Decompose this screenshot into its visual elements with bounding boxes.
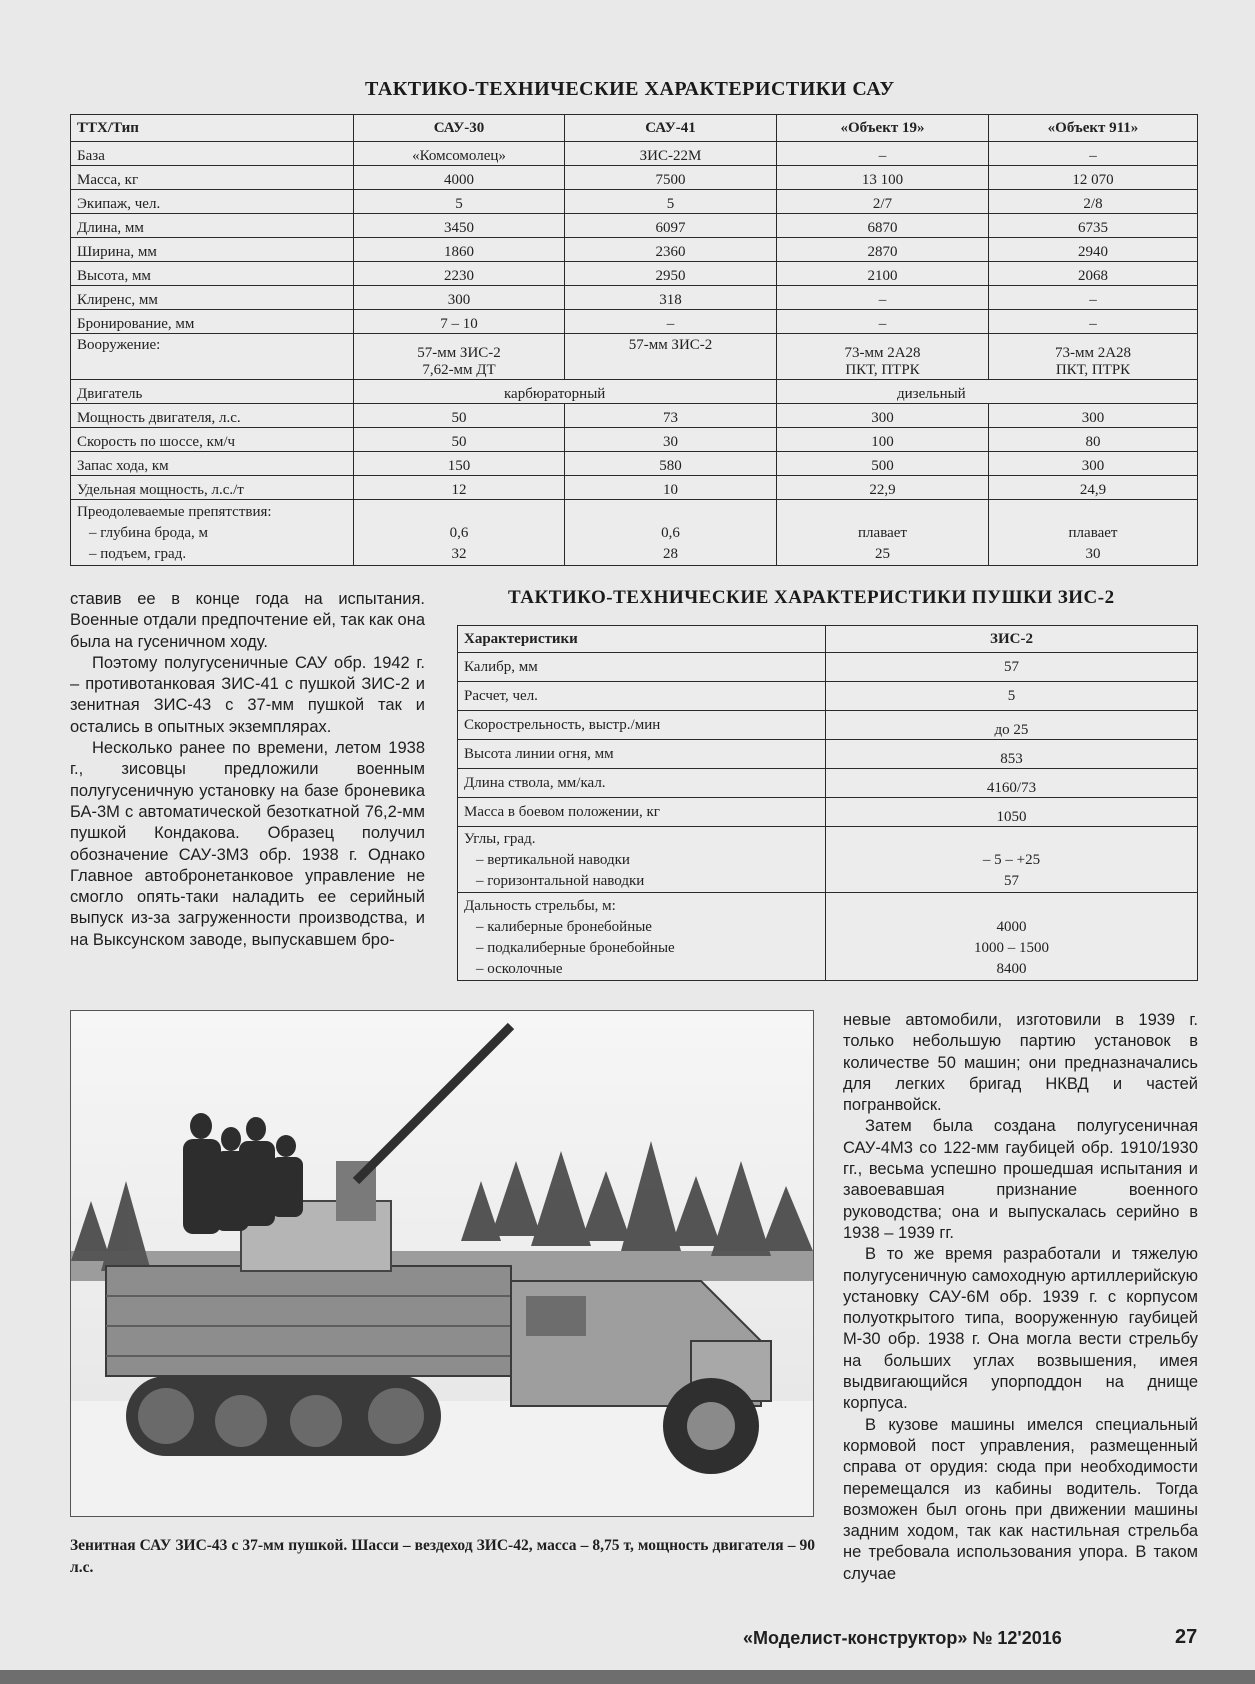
- row-label: Масса в боевом положении, кг: [458, 798, 826, 827]
- scan-edge: [0, 1670, 1255, 1684]
- cell: 1860: [354, 238, 565, 262]
- cell: 10: [565, 476, 777, 500]
- cell-line: 8400: [996, 961, 1027, 977]
- cell-line: 0,6: [449, 525, 469, 541]
- table-row: [71, 190, 1198, 214]
- obstacles-sub-label: – подъем, град.: [89, 546, 187, 562]
- table-row: [458, 740, 1198, 769]
- angles-label: Углы, град.: [464, 831, 536, 847]
- row-label: Скорострельность, выстр./мин: [458, 711, 826, 740]
- header-cell: «Объект 19»: [777, 115, 989, 142]
- paragraph: В кузове машины имелся специальный кормовой пост управления, размещенный справа от орудия: сюда при необходимости перемещался из кабины водитель. Тогда возможен был огонь при движении машины задним ходом, так как настильная стрельба не требовала использования упора. В таком случае: [843, 1415, 1198, 1583]
- cell-line: 73-мм 2А28: [844, 345, 921, 361]
- cell: 318: [565, 286, 777, 310]
- cell-line: 57-мм ЗИС-2: [417, 345, 501, 361]
- cell: 1050: [826, 798, 1198, 827]
- cell: –: [777, 286, 989, 310]
- cell: 4160/73: [826, 769, 1198, 798]
- range-sub-label: – подкалиберные бронебойные: [476, 940, 675, 956]
- cell: 50: [354, 428, 565, 452]
- cell: [989, 334, 1198, 380]
- zis-table-title: ТАКТИКО-ТЕХНИЧЕСКИЕ ХАРАКТЕРИСТИКИ ПУШКИ ЗИС-2: [508, 587, 1115, 608]
- cell-line: 25: [875, 546, 890, 562]
- cell: –: [565, 310, 777, 334]
- table-row: [71, 142, 1198, 166]
- obstacles-sub-label: – глубина брода, м: [89, 525, 209, 541]
- cell: [989, 500, 1198, 566]
- cell-line: ПКТ, ПТРК: [845, 362, 920, 378]
- cell: 4000: [354, 166, 565, 190]
- cell: дизельный: [777, 380, 1198, 404]
- table-row: [458, 769, 1198, 798]
- cell: 57: [826, 653, 1198, 682]
- cell-line: плавает: [1068, 525, 1118, 541]
- table-row: [71, 286, 1198, 310]
- cell: –: [989, 142, 1198, 166]
- vehicle-photo: [70, 1010, 814, 1517]
- cell: 12 070: [989, 166, 1198, 190]
- table-header-row: [458, 626, 1198, 653]
- cell: карбюраторный: [354, 380, 777, 404]
- header-cell: ТТХ/Тип: [71, 115, 354, 142]
- row-label: [458, 827, 826, 893]
- row-label: Запас хода, км: [71, 452, 354, 476]
- header-cell: «Объект 911»: [989, 115, 1198, 142]
- cell-line: 73-мм 2А28: [1054, 345, 1132, 361]
- cell-line: 32: [451, 546, 467, 562]
- cell: 13 100: [777, 166, 989, 190]
- table-row: [71, 428, 1198, 452]
- header-cell: САУ-41: [565, 115, 777, 142]
- zis-43-vehicle-image: [71, 1011, 813, 1516]
- table-row: [71, 404, 1198, 428]
- cell: [565, 500, 777, 566]
- cell: 2950: [565, 262, 777, 286]
- cell-line: 57: [1004, 873, 1019, 889]
- table-row: [458, 798, 1198, 827]
- cell: 300: [777, 404, 989, 428]
- header-cell: ЗИС-2: [826, 626, 1198, 653]
- cell-line: 4000: [996, 919, 1027, 935]
- cell: 2360: [565, 238, 777, 262]
- row-label: Высота линии огня, мм: [458, 740, 826, 769]
- row-label: Удельная мощность, л.с./т: [71, 476, 354, 500]
- paragraph: невые автомобили, изготовили в 1939 г. только небольшую партию установок в количестве 50 машин; они предназначались для легких бригад НКВД и частей погранвойск.: [843, 1011, 1198, 1115]
- cell: 580: [565, 452, 777, 476]
- cell-line: 28: [663, 546, 678, 562]
- cell: 30: [565, 428, 777, 452]
- cell: 2230: [354, 262, 565, 286]
- cell: [354, 500, 565, 566]
- row-label: Высота, мм: [71, 262, 354, 286]
- row-label: Вооружение:: [71, 334, 354, 380]
- cell-line: 0,6: [661, 525, 680, 541]
- left-column-text: [70, 589, 425, 951]
- paragraph: Несколько ранее по времени, летом 1938 г., зисовцы предложили военным полугусеничную установку на базе броневика БА-3М с автоматической безоткатной 76,2-мм пушкой Кондакова. Образец получил обозначение САУ-3М3 обр. 1938 г. Однако Главное автобронетанковое управление не смогло опять-таки наладить ее серийный выпуск из-за загруженности производства, и на Выксунском заводе, выпускавшем бро-: [70, 739, 425, 949]
- row-label: Расчет, чел.: [458, 682, 826, 711]
- table-header-row: [71, 115, 1198, 142]
- row-label: [458, 893, 826, 981]
- paragraph: В то же время разработали и тяжелую полугусеничную самоходную артиллерийскую установку САУ-6М обр. 1939 г. с корпусом полуоткрытого типа, вооруженную гаубицей М-30 обр. 1938 г. Она могла вести стрельбу на больших углах возвышения, имея выдвигающийся упорподдон на днище корпуса.: [843, 1245, 1198, 1413]
- zis-spec-table: [457, 625, 1198, 981]
- cell-line: – 5 – +25: [982, 852, 1041, 868]
- paragraph: Поэтому полугусеничные САУ обр. 1942 г. – противотанковая ЗИС-41 с пушкой ЗИС-2 и зенитная ЗИС-43 с 37-мм пушкой так и остались в опытных экземплярах.: [70, 653, 425, 736]
- cell: 6097: [565, 214, 777, 238]
- header-cell: САУ-30: [354, 115, 565, 142]
- range-sub-label: – калиберные бронебойные: [476, 919, 652, 935]
- cell: 150: [354, 452, 565, 476]
- table-row: [71, 214, 1198, 238]
- cell: 6735: [989, 214, 1198, 238]
- cell: 73: [565, 404, 777, 428]
- cell: 6870: [777, 214, 989, 238]
- cell: [354, 334, 565, 380]
- table-row: [71, 166, 1198, 190]
- cell: [777, 334, 989, 380]
- cell: 853: [826, 740, 1198, 769]
- row-label: Клиренс, мм: [71, 286, 354, 310]
- cell-line: 7,62-мм ДТ: [422, 362, 496, 378]
- header-cell: Характеристики: [458, 626, 826, 653]
- cell: 80: [989, 428, 1198, 452]
- row-label: [71, 500, 354, 566]
- cell: –: [777, 142, 989, 166]
- table-row: [458, 653, 1198, 682]
- cell: 2940: [989, 238, 1198, 262]
- row-label: База: [71, 142, 354, 166]
- cell: 57-мм ЗИС-2: [565, 334, 777, 380]
- right-column-text: [843, 1010, 1198, 1585]
- cell: 300: [354, 286, 565, 310]
- cell: «Комсомолец»: [354, 142, 565, 166]
- cell: 2/8: [989, 190, 1198, 214]
- row-label: Длина, мм: [71, 214, 354, 238]
- cell: 2870: [777, 238, 989, 262]
- table-row: [71, 500, 1198, 566]
- row-label: Бронирование, мм: [71, 310, 354, 334]
- cell: [777, 500, 989, 566]
- table-row: [71, 238, 1198, 262]
- table-row: [71, 452, 1198, 476]
- cell: 50: [354, 404, 565, 428]
- table-row: [458, 827, 1198, 893]
- cell: до 25: [826, 711, 1198, 740]
- cell: ЗИС-22М: [565, 142, 777, 166]
- cell: 500: [777, 452, 989, 476]
- page-number: 27: [1175, 1626, 1198, 1648]
- cell: 3450: [354, 214, 565, 238]
- cell: 7 – 10: [354, 310, 565, 334]
- cell: 22,9: [777, 476, 989, 500]
- cell: –: [777, 310, 989, 334]
- row-label: Двигатель: [71, 380, 354, 404]
- cell-line: 30: [1085, 546, 1101, 562]
- table-row: [71, 262, 1198, 286]
- sau-spec-table: [70, 114, 1198, 566]
- row-label: Ширина, мм: [71, 238, 354, 262]
- cell: 300: [989, 452, 1198, 476]
- paragraph: ставив ее в конце года на испытания. Военные отдали предпочтение ей, так как она была на гусеничном ходу.: [70, 590, 425, 651]
- cell: 24,9: [989, 476, 1198, 500]
- range-label: Дальность стрельбы, м:: [464, 898, 616, 914]
- cell: 7500: [565, 166, 777, 190]
- cell: 5: [565, 190, 777, 214]
- row-label: Скорость по шоссе, км/ч: [71, 428, 354, 452]
- cell-line: ПКТ, ПТРК: [1055, 362, 1131, 378]
- table-row: [458, 893, 1198, 981]
- cell-line: плавает: [858, 525, 907, 541]
- row-label: Масса, кг: [71, 166, 354, 190]
- row-label: Экипаж, чел.: [71, 190, 354, 214]
- cell-line: 1000 – 1500: [974, 940, 1049, 956]
- cell: [826, 893, 1198, 981]
- table-row: [458, 682, 1198, 711]
- paragraph: Затем была создана полугусеничная САУ-4М3 со 122-мм гаубицей обр. 1910/1930 гг., весьма успешно прошедшая испытания и завоевавшая признание военного руководства; она и выпускалась серийно в 1938 – 1939 гг.: [843, 1117, 1198, 1242]
- table-row: [458, 711, 1198, 740]
- cell: 2100: [777, 262, 989, 286]
- cell: 12: [354, 476, 565, 500]
- cell: 5: [354, 190, 565, 214]
- photo-caption: Зенитная САУ ЗИС-43 с 37-мм пушкой. Шасси – вездеход ЗИС-42, масса – 8,75 т, мощность двигателя – 90 л.с.: [70, 1537, 815, 1576]
- cell: [826, 827, 1198, 893]
- table-row: [71, 310, 1198, 334]
- cell: 2/7: [777, 190, 989, 214]
- angles-sub-label: – вертикальной наводки: [476, 852, 630, 868]
- cell: 2068: [989, 262, 1198, 286]
- sau-table-title: ТАКТИКО-ТЕХНИЧЕСКИЕ ХАРАКТЕРИСТИКИ САУ: [365, 78, 895, 100]
- table-row: [71, 334, 1198, 380]
- cell: –: [989, 286, 1198, 310]
- row-label: Мощность двигателя, л.с.: [71, 404, 354, 428]
- obstacles-label: Преодолеваемые препятствия:: [77, 504, 272, 520]
- angles-sub-label: – горизонтальной наводки: [476, 873, 645, 889]
- table-row: [71, 476, 1198, 500]
- cell: 5: [826, 682, 1198, 711]
- cell: –: [989, 310, 1198, 334]
- row-label: Длина ствола, мм/кал.: [458, 769, 826, 798]
- magazine-footer: «Моделист-конструктор» № 12'2016: [743, 1628, 1062, 1648]
- cell: 300: [989, 404, 1198, 428]
- table-row: [71, 380, 1198, 404]
- row-label: Калибр, мм: [458, 653, 826, 682]
- range-sub-label: – осколочные: [476, 961, 563, 977]
- cell: 100: [777, 428, 989, 452]
